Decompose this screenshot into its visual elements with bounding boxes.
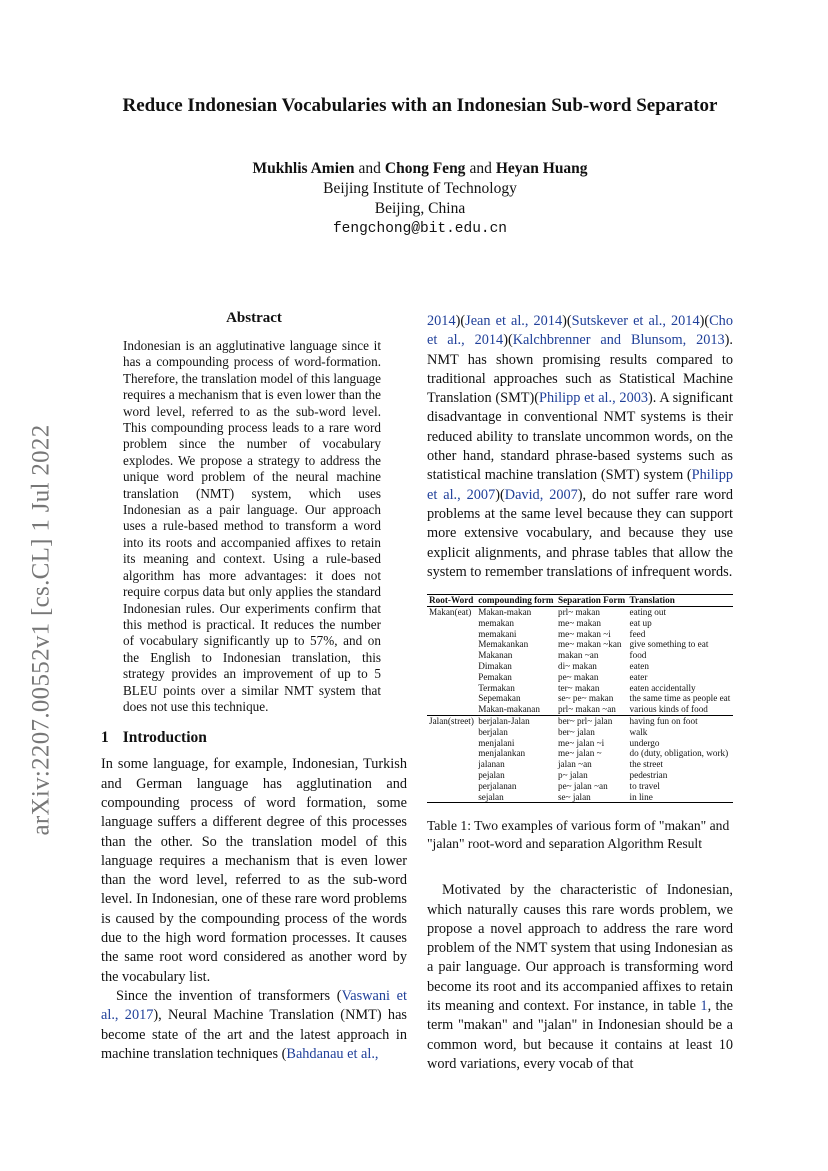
table-caption: Table 1: Two examples of various form of "makan" and "jalan" root-word and separation Algorithm Result [427,818,730,852]
table-cell: pe~ makan [557,671,599,682]
table-cell: se~ jalan [556,792,628,803]
table-cell: me~ makan [557,617,601,628]
table-row [427,650,733,661]
text-run: ). A significant disadvantage in conventional NMT systems is their reduced ability to translate uncommon words, on the other hand, standard phrase-based systems such as statistical machine translation (SMT) system ( [427,390,733,484]
author-names [90,159,750,179]
table-row [427,792,733,803]
table-cell: walk [629,726,648,737]
citation-link[interactable]: Vaswani et al., 2017 [101,987,407,1024]
table-cell: me~ jalan ~i [557,737,605,748]
text-run: )( [562,313,572,329]
section-title: Introduction [122,729,207,747]
root-word-cell: Jalan(street) [427,715,476,726]
text-run: Motivated by the characteristic of Indonesian, which naturally causes this rare words problem, we propose a novel approach to address the rare word problem of the NMT system that using Indonesian as a pair language. Our approach is transforming word become its root and its accompanied affixes to retain its meaning and context. For instance, in table [427,882,733,1015]
citation-link[interactable]: Bahdanau et al., [286,1045,379,1062]
table-cell: eat up [629,617,652,628]
root-word-cell [427,792,476,803]
root-word-cell [427,727,476,738]
text-run: )( [495,486,505,503]
table-cell: eaten [629,660,649,671]
root-word-table [427,594,733,803]
table-cell: undergo [629,737,660,748]
text-run: , the term "makan" and "jalan" in Indonesian should be a common word, but because it contains at least 10 word variations, every vocab of that [427,998,734,1072]
root-word-cell [427,759,476,770]
table-cell: Makanan [478,650,513,661]
root-word-cell [427,704,476,715]
table-cell: memakani [478,628,517,639]
table-row [427,759,733,770]
text-run: ). NMT has shown promising results compared to traditional approaches such as Statistical Machine Translation (SMT)( [427,332,734,407]
table-header-cell: Root-Word [427,595,476,607]
table-cell: Pemakan [478,671,512,682]
author-separator: and [358,160,381,177]
table-row [427,661,733,672]
table-cell: various kinds of food [629,704,708,715]
table-cell: eater [629,671,648,682]
root-word-cell [427,748,476,759]
citation-link[interactable]: 2014 [427,313,456,329]
intro-paragraph-2 [101,987,407,1064]
table-row [427,683,733,694]
table-row [427,693,733,704]
table-cell: me~ jalan ~ [557,748,602,759]
table-cell: give something to eat [629,639,709,650]
author-email: fengchong@bit.edu.cn [332,221,508,237]
table-cell: jalan ~an [557,759,592,770]
table-row [427,727,733,738]
table-row [427,704,733,715]
table-cell: p~ jalan [557,769,588,780]
table-cell: ber~ jalan [557,726,595,737]
table-row [427,738,733,749]
root-word-cell [427,683,476,694]
table-cell: me~ makan ~i [557,628,611,639]
table-cell: eating out [629,606,667,617]
citation-link[interactable]: Cho et al., 2014 [427,313,733,349]
table-cell: sejalan [476,792,556,803]
root-word-cell [427,672,476,683]
table-cell: do (duty, obligation, work) [629,748,729,759]
table-body [427,606,733,802]
right-column [427,312,733,1074]
root-word-cell [427,629,476,640]
table-cell: eaten accidentally [629,682,696,693]
table-cell: Makan-makanan [478,704,540,715]
table-row [427,781,733,792]
table-cell: prl~ makan ~an [557,704,616,715]
citation-link[interactable]: Jean et al., 2014 [465,313,563,329]
citation-link[interactable]: Philipp et al., 2003 [539,390,649,407]
table-cell: pejalan [478,769,505,780]
table-cell: to travel [629,780,660,791]
table-cell: pedestrian [629,769,668,780]
table-cell: Memakankan [478,639,529,650]
author-name: Chong Feng [384,160,466,177]
text-run: Since the invention of transformers ( [116,987,342,1004]
root-word-cell [427,661,476,672]
table-cell: berjalan-Jalan [476,715,556,726]
table-cell: food [629,650,647,661]
table-cell: Termakan [478,682,515,693]
table-cell: Sepemakan [478,693,521,704]
text-run: )( [455,313,466,329]
root-word-cell [427,618,476,629]
table-cell: having fun on foot [628,715,733,726]
root-word-cell: Makan(eat) [429,606,472,617]
table-row [427,629,733,640]
table-cell: menjalankan [478,748,526,759]
table-header-cell: compounding form [476,595,556,607]
abstract-text: Indonesian is an agglutinative language since it has a compounding process of word-formation. Therefore, the translation model of this language requires a mechanism that is even lower than the word level, referred to as the sub-word level. This compounding process leads to a rare word problem since the number of vocabulary explodes. We propose a strategy to address the unique word problem of the neural machine translation (NMT) system, which uses Indonesian as a pair language. Our approach uses a rule-based method to transform a word into its roots and accompanied affixes to retain its meaning and context. Using a rule-based algorithm has more advantages: it does not require corpus data but only applies the standard Indonesian rules. Our experiments confirm that this method is practical. It reduces the number of vocabulary significantly up to 57%, and on the English to Indonesian translation, this strategy provides an improvement of up to 5 BLEU points over a similar NMT system that does not use this technique. [123,338,381,714]
table-header-cell: Separation Form [556,595,628,607]
root-word-cell [427,781,476,792]
root-word-cell [427,738,476,749]
table-cell: di~ makan [557,660,597,671]
table-row [427,672,733,683]
root-word-cell [427,650,476,661]
table-row [427,606,733,617]
table-cell: Makan-makan [478,606,532,617]
table-row [427,715,733,726]
citation-link[interactable]: Kalchbrenner and Blunsom, 2013 [512,332,725,349]
root-word-cell [427,693,476,704]
table-row [427,639,733,650]
paper-title: Reduce Indonesian Vocabularies with an Indonesian Sub-word Separator [122,95,718,116]
table-reference-link[interactable]: 1 [700,998,708,1015]
section-heading-introduction [101,729,407,747]
root-word-cell [427,639,476,650]
table-cell: the same time as people eat [629,693,731,704]
table-row [427,618,733,629]
affiliation: Beijing Institute of Technology [323,180,517,197]
table-cell: in line [628,792,733,803]
table-cell: Dimakan [478,660,512,671]
table-row [427,748,733,759]
right-paragraph-1 [427,312,733,582]
citation-link[interactable]: Sutskever et al., 2014 [571,313,700,329]
intro-paragraph-1: In some language, for example, Indonesian, Turkish and German language has agglutination and compounding process of word formation, some language suffers a different degree of this processes than the other. So the translation model of this language requires a mechanism that is even lower than the word level, referred to as the sub-word level. In Indonesian, one of these rare word problems is caused by the compounding process of the words due to the high word formation processes. It causes the same root word considered as another word by the vocabulary list. [101,756,407,985]
text-run: )( [503,332,513,349]
text-run: ), Neural Machine Translation (NMT) has become state of the art and the latest approach in machine translation techniques ( [101,1007,407,1062]
section-number: 1 [101,729,109,747]
table-header-cell: Translation [628,595,733,607]
table-cell: feed [629,628,646,639]
table-cell: menjalani [478,737,515,748]
root-word-cell [427,770,476,781]
arxiv-identifier: arXiv:2207.00552v1 [cs.CL] 1 Jul 2022 [28,424,56,836]
author-separator: and [469,160,492,177]
table-cell: ber~ prl~ jalan [556,715,628,726]
table-header-row [427,595,733,607]
location: Beijing, China [374,200,466,217]
table-cell: ter~ makan [557,682,600,693]
text-run: ), do not suffer rare word problems at the same level because they can support more extensive vocabulary, and because they use explicit alignments, and phrase tables that allow the system to remember translations of infrequent words. [427,486,733,580]
table-cell: jalanan [478,759,505,770]
author-block [90,159,750,239]
table-cell: perjalanan [478,780,517,791]
table-cell: berjalan [478,726,508,737]
author-name: Mukhlis Amien [252,160,355,177]
arxiv-sidebar [22,380,62,880]
table-cell: makan ~an [557,650,599,661]
citation-link[interactable]: Philipp et al., 2007 [427,467,733,503]
table-cell: se~ pe~ makan [557,693,614,704]
abstract-heading: Abstract [226,310,282,326]
table-cell: memakan [478,617,514,628]
table-cell: me~ makan ~kan [557,639,622,650]
table-cell: pe~ jalan ~an [557,780,608,791]
right-paragraph-2 [427,881,733,1074]
table-row [427,770,733,781]
table-cell: prl~ makan [557,606,600,617]
left-column [101,310,407,1064]
table-cell: the street [629,759,663,770]
author-name: Heyan Huang [495,160,588,177]
text-run: )( [699,313,710,329]
citation-link[interactable]: David, 2007 [504,486,578,503]
